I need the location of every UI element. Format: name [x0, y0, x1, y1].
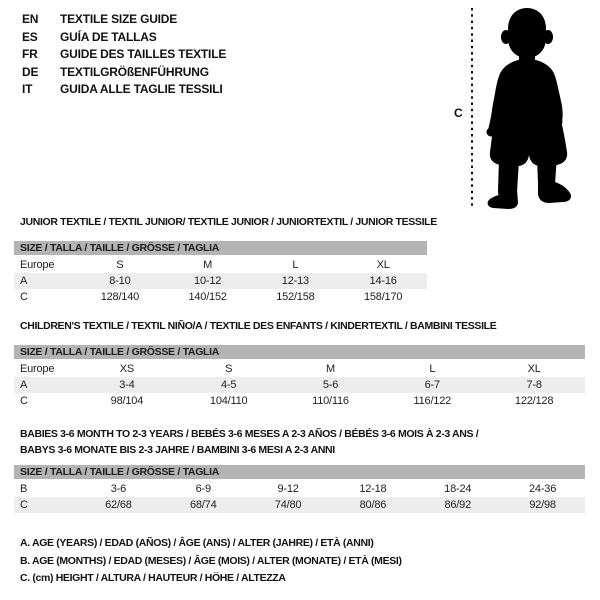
table-row	[14, 289, 427, 305]
language-row	[22, 46, 226, 64]
table-title	[14, 320, 585, 333]
table-row	[14, 377, 585, 393]
size-value-cell: 68/74	[189, 499, 217, 511]
footnote-legend	[20, 535, 402, 588]
size-figure	[440, 0, 600, 215]
size-value-cell: 140/152	[188, 291, 227, 303]
table-row	[14, 497, 585, 513]
size-value-cell: 98/104	[110, 395, 144, 407]
size-value-cell: 152/158	[276, 291, 315, 303]
table-row	[14, 361, 585, 377]
size-value-cell: 9-12	[277, 483, 299, 495]
size-header-bar: SIZE / TALLA / TAILLE / GRÖSSE / TAGLIA	[14, 465, 585, 479]
language-row	[22, 81, 226, 99]
language-code: DE	[22, 64, 39, 79]
size-value-cell: 128/140	[100, 291, 140, 303]
table-row	[14, 393, 585, 409]
table-rows	[14, 481, 585, 513]
table-title-line: JUNIOR TEXTILE / TEXTIL JUNIOR/ TEXTILE JUNIOR / JUNIORTEXTIL / JUNIOR TESSILE	[20, 216, 437, 228]
size-value-cell: 74/80	[274, 499, 302, 511]
row-label: C	[20, 499, 28, 511]
children-textile-table	[14, 320, 585, 409]
size-value-cell: M	[203, 259, 213, 271]
size-header-bar: SIZE / TALLA / TAILLE / GRÖSSE / TAGLIA	[14, 241, 427, 255]
size-value-cell: 122/128	[514, 395, 554, 407]
table-row	[14, 481, 585, 497]
language-code: EN	[22, 12, 39, 26]
size-value-cell: 12-18	[359, 483, 387, 495]
size-value-cell: 80/86	[359, 499, 387, 511]
size-value-cell: 5-6	[322, 379, 339, 391]
size-value-cell: S	[116, 259, 124, 271]
size-value-cell: 7-8	[526, 379, 542, 391]
size-value-cell: 104/110	[209, 395, 248, 407]
table-title-line: BABYS 3-6 MONATE BIS 2-3 JAHRE / BAMBINI 3-6 MESI A 2-3 ANNI	[20, 444, 335, 456]
language-code: FR	[22, 47, 38, 62]
table-title	[14, 216, 437, 229]
size-value-cell: 10-12	[194, 275, 222, 287]
size-value-cell: 12-13	[281, 275, 309, 287]
row-label: A	[20, 275, 28, 287]
size-header-bar: SIZE / TALLA / TAILLE / GRÖSSE / TAGLIA	[14, 345, 585, 359]
height-measure-label: C	[454, 106, 463, 120]
row-label: A	[20, 379, 28, 391]
language-title: GUÍA DE TALLAS	[60, 29, 157, 44]
row-label: Europe	[20, 259, 55, 271]
height-measure-dashed-line	[470, 8, 474, 209]
size-value-cell: 18-24	[444, 483, 472, 495]
size-value-cell: 4-5	[221, 379, 237, 391]
language-title-list	[22, 11, 226, 99]
size-value-cell: M	[326, 363, 335, 375]
table-row	[14, 257, 427, 273]
size-value-cell: 116/122	[413, 395, 452, 407]
language-code: ES	[22, 29, 38, 44]
footnote-height-cm: C. (cm) HEIGHT / ALTURA / HAUTEUR / HÖHE / ALTEZZA	[20, 572, 286, 584]
language-row	[22, 64, 226, 82]
language-title: TEXTILGRÖßENFÜHRUNG	[60, 64, 209, 79]
size-value-cell: 14-16	[369, 275, 397, 287]
footnote-age-months: B. AGE (MONTHS) / EDAD (MESES) / ÂGE (MOIS) / ALTER (MONATE) / ETÀ (MESI)	[20, 554, 402, 567]
size-value-cell: 6-7	[424, 379, 440, 391]
size-value-cell: 24-36	[529, 483, 557, 495]
size-value-cell: L	[292, 259, 299, 271]
size-value-cell: 6-9	[195, 483, 211, 495]
language-row	[22, 11, 226, 29]
size-value-cell: 3-6	[110, 483, 127, 495]
footnote-age-years: A. AGE (YEARS) / EDAD (AÑOS) / ÂGE (ANS) / ALTER (JAHRE) / ETÀ (ANNI)	[20, 537, 374, 549]
row-label: C	[20, 291, 28, 303]
size-value-cell: XL	[376, 259, 390, 271]
size-value-cell: S	[225, 363, 233, 375]
row-label: Europe	[20, 363, 55, 375]
row-label: B	[20, 483, 28, 495]
size-value-cell: 158/170	[363, 291, 403, 303]
babies-textile-table	[14, 426, 585, 513]
size-value-cell: 8-10	[109, 275, 131, 287]
size-value-cell: XL	[527, 363, 541, 375]
language-title: GUIDE DES TAILLES TEXTILE	[60, 47, 227, 62]
table-row	[14, 273, 427, 289]
size-value-cell: 110/116	[312, 395, 349, 407]
language-code: IT	[22, 82, 33, 97]
language-row	[22, 29, 226, 47]
row-label: C	[20, 395, 28, 407]
language-title: TEXTILE SIZE GUIDE	[60, 12, 178, 26]
table-rows	[14, 361, 585, 409]
size-value-cell: L	[429, 363, 436, 375]
size-value-cell: 86/92	[444, 499, 471, 511]
table-title-line: BABIES 3-6 MONTH TO 2-3 YEARS / BEBÉS 3-6 MESES A 2-3 AÑOS / BÉBÉS 3-6 MOIS À 2-3 ANS /	[20, 428, 479, 440]
size-value-cell: 3-4	[119, 379, 135, 391]
junior-textile-table	[14, 216, 437, 305]
table-rows	[14, 257, 427, 305]
table-title	[14, 426, 585, 458]
size-value-cell: XS	[119, 363, 135, 375]
language-title: GUIDA ALLE TAGLIE TESSILI	[60, 82, 223, 97]
size-value-cell: 92/98	[529, 499, 556, 511]
table-title-line: CHILDREN'S TEXTILE / TEXTIL NIÑO/A / TEXTILE DES ENFANTS / KINDERTEXTIL / BAMBINI TESSILE	[20, 320, 497, 332]
size-value-cell: 62/68	[105, 499, 132, 511]
baby-silhouette-icon	[481, 6, 577, 210]
